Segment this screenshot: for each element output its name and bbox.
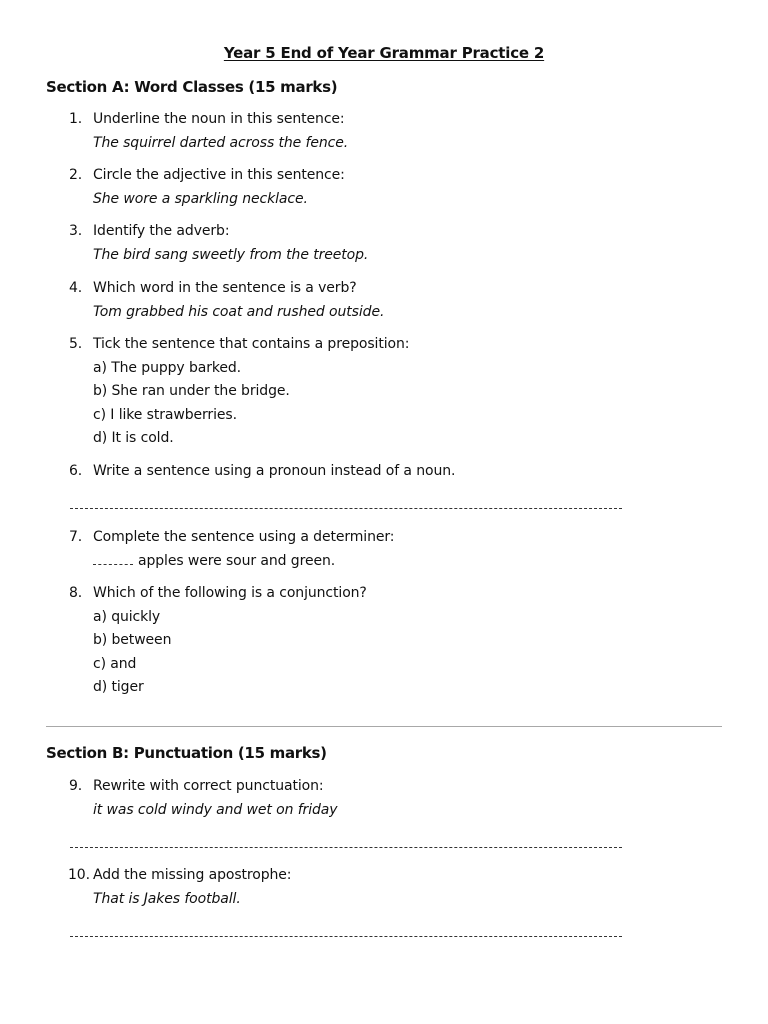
question-10: [0, 864, 768, 911]
question-prompt: Rewrite with correct punctuation:: [93, 778, 324, 794]
answer-option[interactable]: d) tiger: [93, 679, 144, 695]
question-prompt: Underline the noun in this sentence:: [93, 111, 345, 127]
example-sentence: That is Jakes football.: [93, 890, 241, 907]
determiner-blank[interactable]: [93, 554, 133, 565]
question-prompt: Identify the adverb:: [93, 223, 230, 239]
question-prompt: Complete the sentence using a determiner:: [93, 529, 395, 545]
question-prompt: Which of the following is a conjunction?: [93, 585, 367, 601]
question-1: [0, 108, 768, 155]
question-4: [0, 277, 768, 324]
example-sentence: The bird sang sweetly from the treetop.: [93, 246, 369, 263]
section-a-heading: Section A: Word Classes (15 marks): [46, 78, 338, 96]
answer-line[interactable]: [70, 847, 622, 848]
question-prompt: Tick the sentence that contains a preposition:: [93, 336, 410, 352]
answer-option[interactable]: a) The puppy barked.: [93, 359, 242, 376]
example-sentence: it was cold windy and wet on friday: [93, 801, 338, 818]
worksheet-title: Year 5 End of Year Grammar Practice 2: [223, 44, 545, 62]
question-number: 1.: [69, 111, 83, 127]
answer-option[interactable]: c) I like strawberries.: [93, 406, 237, 423]
example-sentence: She wore a sparkling necklace.: [93, 190, 308, 207]
question-number: 7.: [69, 529, 83, 545]
question-number: 4.: [69, 280, 83, 296]
question-prompt: Add the missing apostrophe:: [93, 867, 292, 883]
answer-line[interactable]: [70, 508, 622, 509]
sentence-remainder: apples were sour and green.: [138, 552, 336, 569]
question-7: [0, 526, 768, 573]
question-number: 6.: [69, 463, 83, 479]
question-prompt: Write a sentence using a pronoun instead of a noun.: [93, 463, 456, 479]
example-sentence: The squirrel darted across the fence.: [93, 134, 349, 151]
answer-line[interactable]: [70, 936, 622, 937]
section-divider: [46, 726, 722, 727]
question-2: [0, 164, 768, 211]
answer-option[interactable]: b) between: [93, 632, 172, 648]
question-number: 9.: [69, 778, 83, 794]
question-number: 3.: [69, 223, 83, 239]
answer-option[interactable]: a) quickly: [93, 608, 161, 625]
question-5: [0, 333, 768, 451]
question-8: [0, 582, 768, 700]
question-prompt: Circle the adjective in this sentence:: [93, 167, 345, 183]
section-b-heading: Section B: Punctuation (15 marks): [46, 744, 327, 762]
example-sentence: Tom grabbed his coat and rushed outside.: [93, 303, 385, 320]
answer-option[interactable]: d) It is cold.: [93, 430, 174, 446]
question-9: [0, 775, 768, 822]
question-prompt: Which word in the sentence is a verb?: [93, 280, 357, 296]
answer-option[interactable]: c) and: [93, 655, 137, 672]
question-number: 2.: [69, 167, 83, 183]
question-number: 5.: [69, 336, 83, 352]
question-number: 10.: [68, 867, 90, 883]
question-number: 8.: [69, 585, 83, 601]
question-6: [0, 460, 768, 484]
answer-option[interactable]: b) She ran under the bridge.: [93, 383, 290, 399]
question-3: [0, 220, 768, 267]
